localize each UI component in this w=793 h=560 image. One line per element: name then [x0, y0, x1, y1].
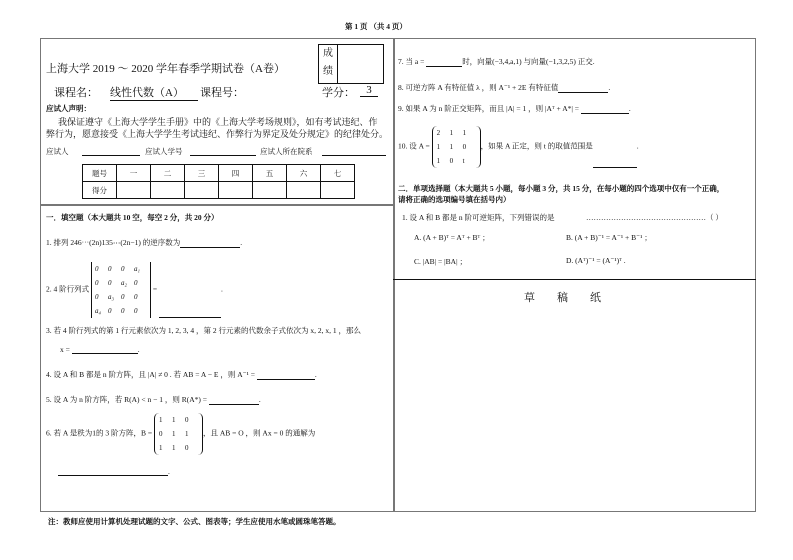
- q1-text: 1. 排列 246⋯(2n)135⋯(2n−1) 的逆序数为: [46, 238, 181, 247]
- name-label: 应试人: [46, 147, 69, 156]
- question-7: [398, 56, 595, 67]
- question-3-answer: x = .: [60, 345, 140, 354]
- matrix-entry: 1: [462, 129, 467, 137]
- q10-matrix: [432, 126, 481, 168]
- credit-label: 学分：: [322, 87, 355, 99]
- section1-title: 一．填空题: [46, 213, 84, 222]
- q4-answer-blank[interactable]: [257, 370, 315, 380]
- matrix-entry: 0: [121, 265, 125, 273]
- course-name-label: 课程名：: [54, 87, 98, 99]
- section2-note-2: 请将正确的选项编号填在括号内）: [398, 195, 511, 204]
- mc-question-1-bracket[interactable]: …………………………………………（ ）: [586, 213, 723, 222]
- name-field[interactable]: [82, 155, 140, 156]
- q9-answer-blank[interactable]: [581, 104, 629, 114]
- student-id-field[interactable]: [190, 155, 256, 156]
- matrix-entry: 0: [462, 143, 467, 151]
- matrix-entry: 0: [184, 444, 189, 452]
- score-cell: [151, 182, 185, 199]
- declaration-title: 应试人声明：: [46, 104, 91, 113]
- option-b[interactable]: B. (A + B)⁻¹ = A⁻¹ + B⁻¹ ；: [566, 233, 652, 242]
- matrix-entry: 0: [134, 307, 138, 315]
- matrix-entry: 0: [184, 416, 189, 424]
- q6-answer: .: [58, 466, 170, 476]
- col-header: 六: [287, 165, 321, 182]
- col-header: 一: [117, 165, 151, 182]
- matrix-entry: 1: [171, 430, 176, 438]
- column-divider: [393, 38, 395, 512]
- score-cell: [321, 182, 355, 199]
- matrix-row: [437, 140, 476, 154]
- question-6: [46, 413, 315, 455]
- q8-answer-blank[interactable]: [558, 83, 608, 93]
- score-row-label: 题号: [83, 165, 117, 182]
- matrix-entry: 0: [108, 279, 112, 287]
- question-3: 3. 若 4 阶行列式的第 1 行元素依次为 1, 2, 3, 4 ，第 2 行元素的代数余子式依次为 x, 2, x, 1 ，那么: [46, 326, 361, 335]
- draft-divider: [393, 279, 756, 280]
- matrix-entry: 0: [108, 307, 112, 315]
- section1-heading: [46, 212, 219, 223]
- matrix-row: [159, 413, 198, 427]
- student-id-label: 应试人学号: [145, 147, 183, 156]
- matrix-entry: 0: [449, 157, 454, 165]
- course-name: 线性代数（A）: [110, 84, 198, 101]
- matrix-entry: 0: [121, 307, 125, 315]
- q7-answer-blank[interactable]: [426, 57, 462, 67]
- matrix-entry: 0: [121, 293, 125, 301]
- section2-heading: [398, 183, 724, 194]
- dept-label: 应试人所在院系: [260, 147, 313, 156]
- matrix-entry: 0: [95, 265, 99, 273]
- matrix-row: [159, 441, 198, 455]
- matrix-row: [95, 262, 147, 276]
- q6-answer-blank[interactable]: [58, 466, 168, 476]
- matrix-row: [95, 276, 147, 290]
- col-header: 四: [219, 165, 253, 182]
- exam-title: 上海大学 2019 ～ 2020 学年春季学期试卷（A卷）: [46, 63, 285, 75]
- col-header: 三: [185, 165, 219, 182]
- matrix-entry: t: [462, 157, 465, 165]
- draft-paper-title: 草 稿 纸: [524, 292, 601, 304]
- grade-box: [318, 44, 384, 84]
- matrix-row: [437, 154, 476, 168]
- matrix-entry: 1: [449, 143, 454, 151]
- section1-note: （本大题共 10 空，每空 2 分，共 20 分）: [83, 213, 219, 222]
- matrix-entry: a₁: [134, 265, 140, 273]
- question-8: 8. 可逆方阵 A 有特征值 λ ，则 A⁻¹ + 2E 有特征值 .: [398, 83, 611, 92]
- option-d[interactable]: D. (Aᵀ)⁻¹ = (A⁻¹)ᵀ .: [566, 256, 626, 265]
- q5-text: 5. 设 A 为 n 阶方阵，若 R(A) < n − 1 ，则 R(A*) =: [46, 395, 208, 404]
- matrix-entry: 1: [449, 129, 454, 137]
- matrix-row: [95, 290, 147, 304]
- course-no-label: 课程号：: [200, 87, 244, 99]
- matrix-entry: 1: [158, 444, 163, 452]
- matrix-entry: 0: [134, 293, 138, 301]
- section2-note: （本大题共 5 小题，每小题 3 分，共 15 分，在每小题的四个选项中仅有一个正确，: [450, 184, 725, 193]
- q10-text-2: ，如果 A 正定，则 t 的取值范围是: [480, 141, 593, 151]
- score-row-label: 得分: [83, 182, 117, 199]
- matrix-entry: 1: [171, 416, 176, 424]
- col-header: 七: [321, 165, 355, 182]
- matrix-entry: 1: [184, 430, 189, 438]
- q6-matrix: [154, 413, 203, 455]
- question-10: 10. 设 A = 2 1 1 1 1 0 1 0 t ，如果 A 正定，则 t 的取值范围是 .: [398, 126, 639, 168]
- grade-label: 成绩: [319, 45, 338, 83]
- q5-answer-blank[interactable]: [209, 395, 259, 405]
- matrix-entry: 0: [95, 293, 99, 301]
- score-cell: [287, 182, 321, 199]
- q7-text: 7. 当 a =: [398, 57, 425, 66]
- declaration-line1: 我保证遵守《上海大学学生手册》中的《上海大学考场规则》，如有考试违纪、作: [58, 117, 378, 127]
- question-9: 9. 如果 A 为 n 阶正交矩阵，而且 |A| = 1 ，则 |Aᵀ + A*| = .: [398, 104, 631, 113]
- matrix-entry: 2: [436, 129, 441, 137]
- matrix-row: [437, 126, 476, 140]
- q3-x-label: x =: [60, 345, 70, 354]
- matrix-entry: 1: [171, 444, 176, 452]
- question-2: 2. 4 阶行列式 0 0 0 a₁ 0 0 a₂ 0 0 a₃ 0 0 a₄ 0 0 0 = .: [46, 262, 223, 318]
- credit-value: 3: [360, 84, 378, 97]
- matrix-entry: 0: [158, 430, 163, 438]
- header-divider: [40, 204, 393, 206]
- matrix-entry: 0: [108, 265, 112, 273]
- q8-text: 8. 可逆方阵 A 有特征值 λ ，则 A⁻¹ + 2E 有特征值: [398, 83, 559, 92]
- q4-text: 4. 设 A 和 B 都是 n 阶方阵，且 |A| ≠ 0 . 若 AB = A − E ，则 A⁻¹ =: [46, 370, 255, 379]
- q10-text: 10. 设 A =: [398, 141, 430, 151]
- question-1: 1. 排列 246⋯(2n)135⋯(2n−1) 的逆序数为 .: [46, 238, 243, 247]
- matrix-entry: a₄: [95, 307, 101, 315]
- matrix-entry: 1: [436, 157, 441, 165]
- q2-text: 2. 4 阶行列式: [46, 284, 90, 294]
- q7-text-2: 时，向量(−3,4,a,1) 与向量(−1,3,2,5) 正交.: [462, 57, 595, 66]
- q2-answer-blank[interactable]: [159, 308, 221, 318]
- option-a[interactable]: A. (A + B)ᵀ = Aᵀ + Bᵀ ；: [414, 233, 490, 242]
- matrix-entry: 0: [95, 279, 99, 287]
- matrix-row: [95, 304, 147, 318]
- score-cell: [219, 182, 253, 199]
- matrix-row: [159, 427, 198, 441]
- score-cell: [185, 182, 219, 199]
- score-cell: [253, 182, 287, 199]
- question-4: 4. 设 A 和 B 都是 n 阶方阵，且 |A| ≠ 0 . 若 AB = A − E ，则 A⁻¹ = .: [46, 370, 317, 379]
- matrix-entry: 1: [158, 416, 163, 424]
- score-table: [82, 164, 355, 199]
- matrix-entry: a₃: [108, 293, 114, 301]
- q2-determinant: [91, 262, 151, 318]
- page-header: 第 1 页 （共 4 页）: [345, 22, 407, 31]
- section2-title: 二．单项选择题: [398, 184, 451, 193]
- matrix-entry: 1: [436, 143, 441, 151]
- dept-field[interactable]: [322, 155, 386, 156]
- q6-text-2: ，且 AB = O ，则 Ax = 0 的通解为: [202, 428, 316, 438]
- matrix-entry: 0: [134, 279, 138, 287]
- q9-text: 9. 如果 A 为 n 阶正交矩阵，而且 |A| = 1 ，则 |Aᵀ + A*| =: [398, 104, 579, 113]
- matrix-entry: a₂: [121, 279, 127, 287]
- q10-answer-blank[interactable]: [593, 158, 637, 168]
- question-5: 5. 设 A 为 n 阶方阵，若 R(A) < n − 1 ，则 R(A*) = .: [46, 395, 261, 404]
- option-c[interactable]: C. |AB| = |BA| ；: [414, 257, 467, 266]
- score-cell: [117, 182, 151, 199]
- col-header: 五: [253, 165, 287, 182]
- declaration-line2: 弊行为，愿意接受《上海大学学生考试违纪、作弊行为界定及处分规定》的纪律处分。: [46, 129, 389, 139]
- q1-answer-blank[interactable]: [180, 238, 240, 248]
- q6-text: 6. 若 A 是秩为1的 3 阶方阵，B =: [46, 428, 153, 438]
- mc-question-1: 1. 设 A 和 B 都是 n 阶可逆矩阵，下列错误的是: [402, 213, 555, 222]
- col-header: 二: [151, 165, 185, 182]
- q3-answer-blank[interactable]: [72, 344, 138, 354]
- footer-note: 注：教师应使用计算机处理试题的文字、公式、图表等；学生应使用水笔或圆珠笔答题。: [48, 517, 341, 526]
